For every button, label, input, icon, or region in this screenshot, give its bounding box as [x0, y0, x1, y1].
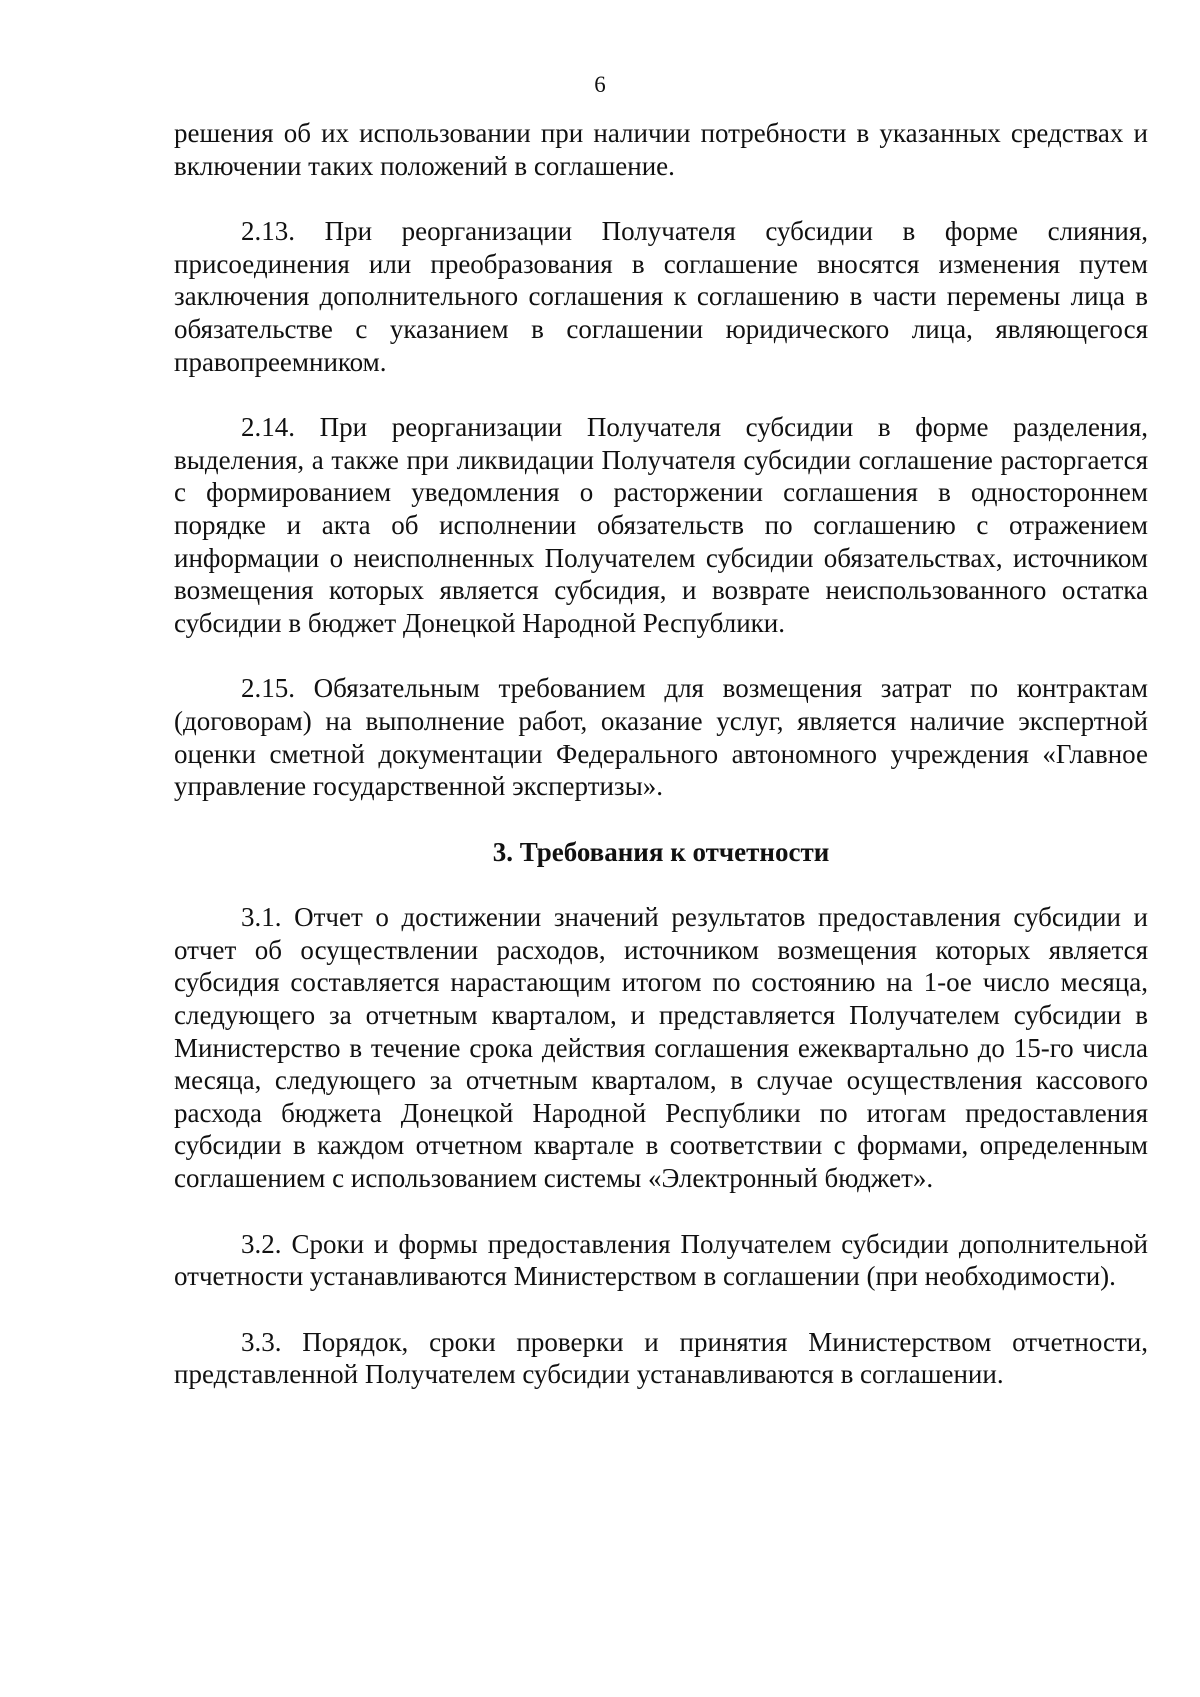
paragraph-3-1: 3.1. Отчет о достижении значений результатов предоставления субсидии и отчет об осуществлении расходов, источником возмещения которых является субсидия составляется нарастающим итогом по состоянию на 1-ое число месяца, следующего за отчетным кварталом, и представляется Получателем субсидии в Министерство в течение срока действия соглашения ежеквартально до 15-го числа месяца, следующего за отчетным кварталом, в случае осуществления кассового расхода бюджета Донецкой Народной Республики по итогам предоставления субсидии в каждом отчетном квартале в соответствии с формами, определенным соглашением с использованием системы «Электронный бюджет».	[174, 902, 1148, 1194]
paragraph-continuation: решения об их использовании при наличии потребности в указанных средствах и включении таких положений в соглашение.	[174, 118, 1148, 181]
paragraph-2-15: 2.15. Обязательным требованием для возмещения затрат по контрактам (договорам) на выполнение работ, оказание услуг, является наличие экспертной оценки сметной документации Федерального автономного учреждения «Главное управление государственной экспертизы».	[174, 673, 1148, 802]
paragraph-3-2: 3.2. Сроки и формы предоставления Получателем субсидии дополнительной отчетности устанавливаются Министерством в соглашении (при необходимости).	[174, 1228, 1148, 1292]
paragraph-3-3: 3.3. Порядок, сроки проверки и принятия Министерством отчетности, представленной Получателем субсидии устанавливаются в соглашении.	[174, 1326, 1148, 1390]
section-heading: 3. Требования к отчетности	[492, 836, 830, 867]
document-body	[174, 117, 1148, 1391]
paragraph-2-13: 2.13. При реорганизации Получателя субсидии в форме слияния, присоединения или преобразования в соглашение вносятся изменения путем заключения дополнительного соглашения к соглашению в части перемены лица в обязательстве с указанием в соглашении юридического лица, являющегося правопреемником.	[174, 216, 1148, 377]
page-number: 6	[594, 72, 606, 97]
paragraph-2-14: 2.14. При реорганизации Получателя субсидии в форме разделения, выделения, а также при ликвидации Получателя субсидии соглашение расторгается с формированием уведомления о расторжении соглашения в одностороннем порядке и акта об исполнении обязательств по соглашению с отражением информации о неисполненных Получателем субсидии обязательствах, источником возмещения которых является субсидия, и возврате неиспользованного остатка субсидии в бюджет Донецкой Народной Республики.	[174, 412, 1148, 638]
